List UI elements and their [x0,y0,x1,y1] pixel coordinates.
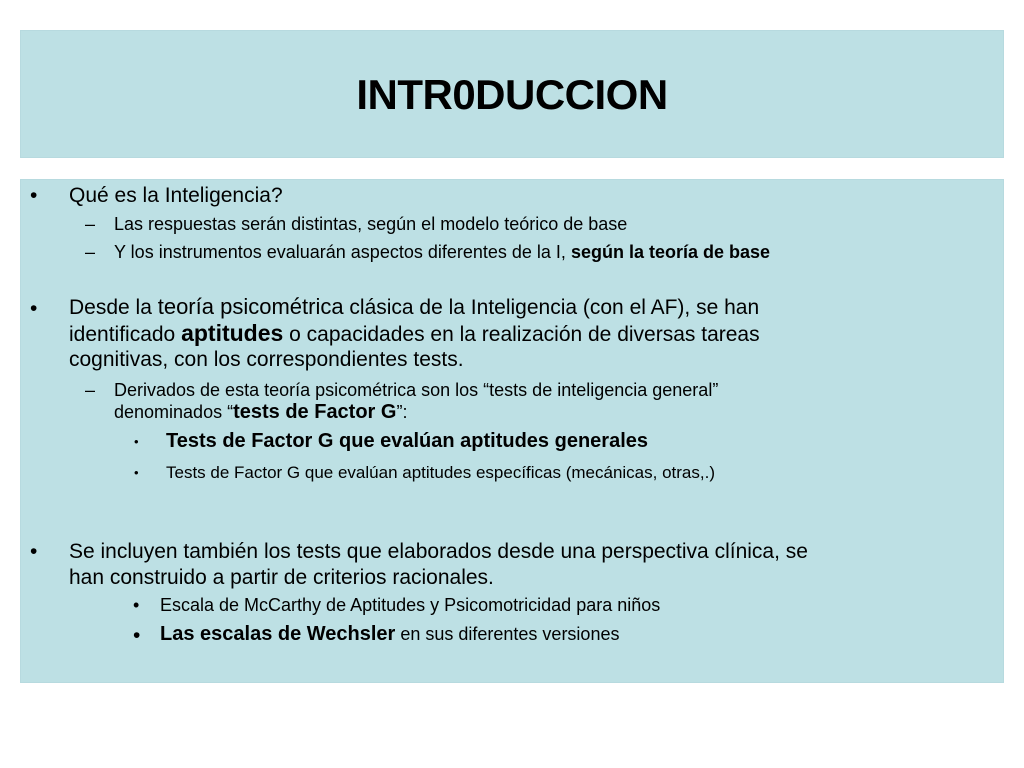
content-box [20,179,1004,683]
item3-sub2 [160,623,619,645]
item1-sub2-text: Y los instrumentos evaluarán aspectos diferentes de la I, [114,242,571,262]
item2-line2-c: o capacidades en la realización de diversas tareas [283,323,760,346]
title-box [20,30,1004,158]
bullet-icon: • [134,465,139,480]
bullet-icon: • [133,595,140,615]
item2-sub-line2 [114,401,407,423]
item2-line1 [69,294,759,320]
dash-icon: – [85,380,96,400]
item3-sub1: Escala de McCarthy de Aptitudes y Psicomotricidad para niños [160,595,661,615]
item2-emphasis-aptitudes: aptitudes [181,320,284,346]
item2-line1-c: clásica de la Inteligencia (con el AF), se han [343,296,760,319]
bullet-icon: • [30,297,38,320]
item1-sub1: Las respuestas serán distintas, según el modelo teórico de base [114,214,628,234]
item2-line2 [69,321,760,347]
slide-title: INTR0DUCCION [356,71,668,118]
bullet-icon: • [30,540,38,563]
item2-subsub2: Tests de Factor G que evalúan aptitudes específicas (mecánicas, otras,.) [166,463,715,482]
item2-line2-a: identificado [69,323,182,346]
bullet-icon: • [134,434,139,449]
dash-icon: – [85,242,96,262]
item2-line3: cognitivas, con los correspondientes tests. [69,348,464,371]
bullet-icon: • [30,184,38,207]
item1-sub2-bold: según la teoría de base [570,242,771,262]
dash-icon: – [85,214,96,234]
item1-text: Qué es la Inteligencia? [69,184,283,207]
bullet-icon: • [133,624,141,647]
item2-emphasis-theory: teoría psicométrica [157,294,344,319]
item3-sub2-rest: en sus diferentes versiones [395,624,620,644]
item2-sub-line2-c: ”: [396,402,408,422]
item2-subsub1: Tests de Factor G que evalúan aptitudes generales [166,430,649,452]
item1-sub2 [114,241,770,263]
item2-sub-line2-a: denominados “ [114,402,234,422]
item2-line1-a: Desde la [69,296,158,319]
item3-emphasis-wechsler: Las escalas de Wechsler [160,623,396,645]
item3-line1: Se incluyen también los tests que elaborados desde una perspectiva clínica, se [69,540,808,563]
item2-sub-line1: Derivados de esta teoría psicométrica son los “tests de inteligencia general” [114,380,719,400]
item2-emphasis-factor-g: tests de Factor G [233,401,397,423]
item3-line2: han construido a partir de criterios racionales. [69,566,494,589]
